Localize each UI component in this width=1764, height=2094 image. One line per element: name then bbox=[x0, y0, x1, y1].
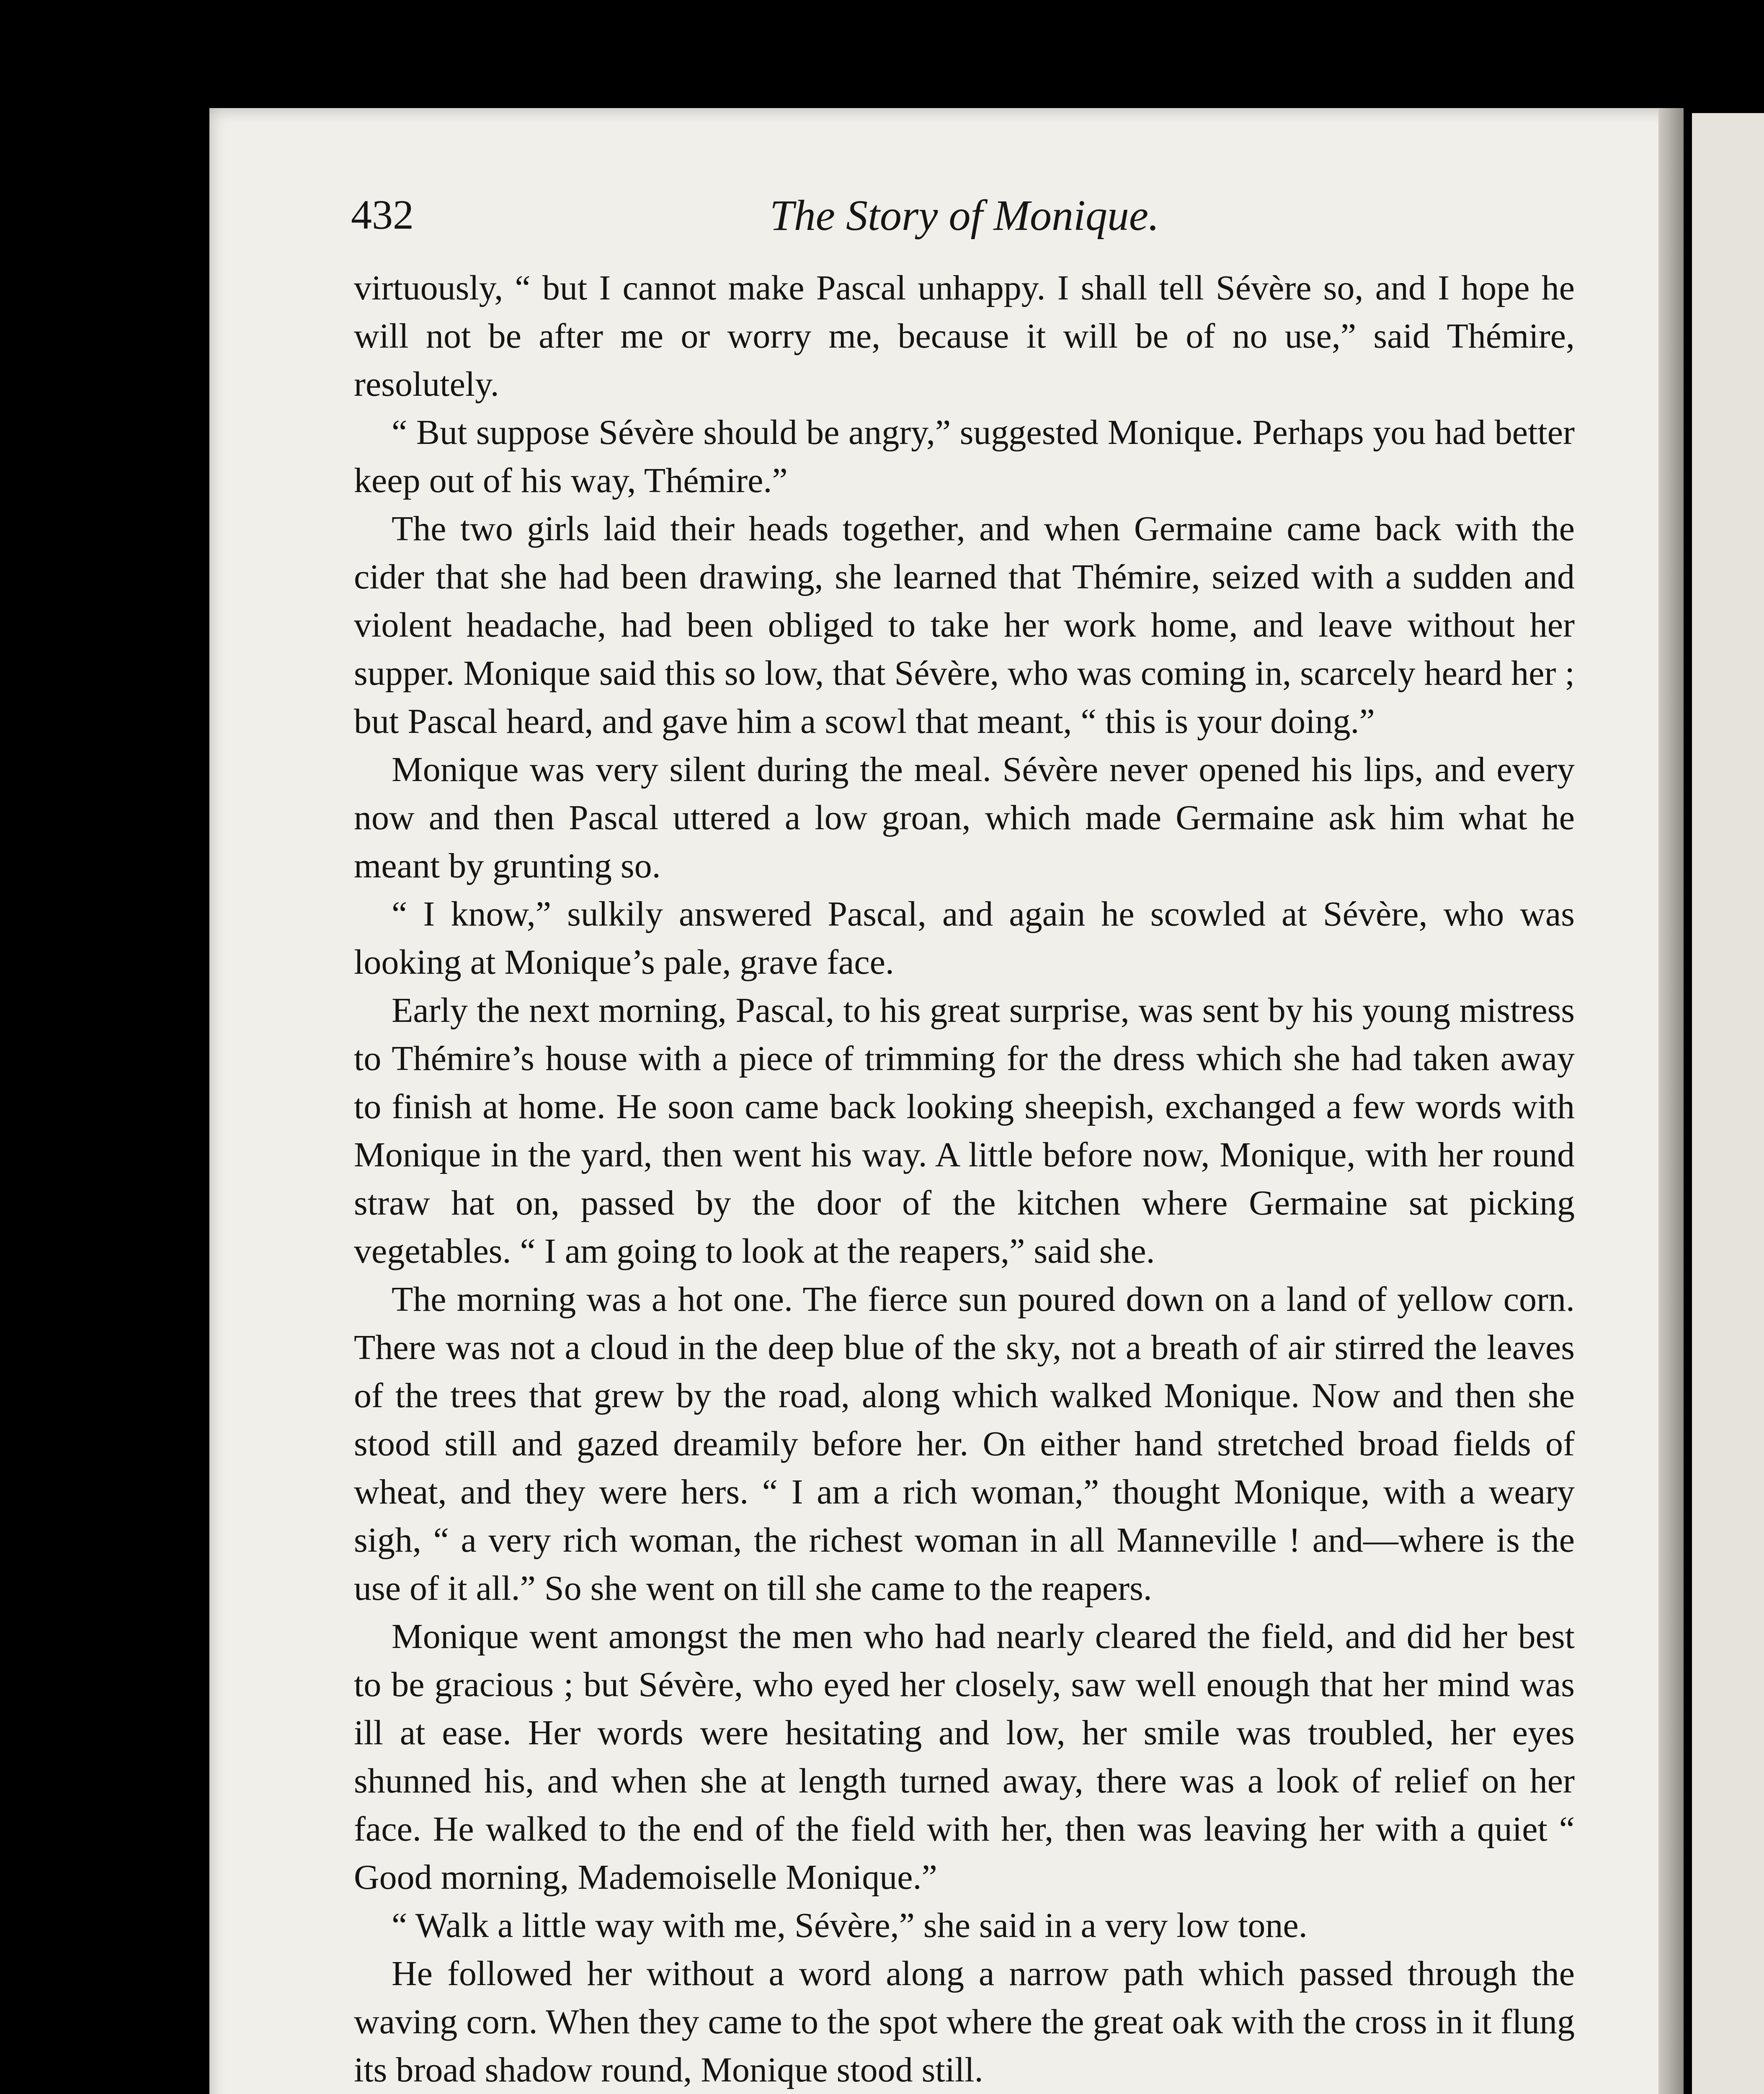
paragraph: The morning was a hot one. The fierce sun poured down on a land of yellow corn. There was not a cloud in the deep blue of the sky, not a breath of air stirred the leaves of the trees that grew by the road, along which walked Monique. Now and then she stood still and gazed dreamily before her. On either hand stretched broad fields of wheat, and they were hers. “ I am a rich woman,” thought Monique, with a weary sigh, “ a very rich woman, the richest woman in all Manneville ! and—where is the use of it all.” So she went on till she came to the reapers. bbox=[354, 1280, 1575, 1608]
paragraph: Monique was very silent during the meal. Sévère never opened his lips, and every now and then Pascal uttered a low groan, which made Germaine ask him what he meant by grunting so. bbox=[354, 750, 1575, 885]
paragraph: “ But suppose Sévère should be angry,” suggested Monique. Perhaps you had better keep out of his way, Thémire.” bbox=[354, 413, 1575, 500]
paragraph: “ Walk a little way with me, Sévère,” she said in a very low tone. bbox=[392, 1906, 1308, 1945]
paragraph: The two girls laid their heads together, and when Germaine came back with the cider that she had been drawing, she learned that Thémire, seized with a sudden and violent headache, had been obliged to take her work home, and leave without her supper. Monique said this so low, that Sévère, who was coming in, scarcely heard her ; but Pascal heard, and gave him a scowl that meant, “ this is your doing.” bbox=[354, 509, 1575, 741]
running-title: The Story of Monique. bbox=[769, 191, 1160, 240]
page-number: 432 bbox=[351, 191, 414, 238]
paragraph: virtuously, “ but I cannot make Pascal unhappy. I shall tell Sévère so, and I hope he will not be after me or worry me, because it will be of no use,” said Thémire, resolutely. bbox=[354, 268, 1575, 404]
page-gutter bbox=[1658, 108, 1684, 2094]
body-text bbox=[354, 264, 1575, 2094]
adjacent-page-edge bbox=[1692, 113, 1764, 2094]
paragraph: “ I know,” sulkily answered Pascal, and again he scowled at Sévère, who was looking at Monique’s pale, grave face. bbox=[354, 895, 1575, 982]
page-header bbox=[351, 191, 1578, 249]
paragraph: He followed her without a word along a narrow path which passed through the waving corn. When they came to the spot where the great oak with the cross in it flung its broad shadow round, Monique stood still. bbox=[354, 1954, 1575, 2089]
paragraph: Monique went amongst the men who had nearly cleared the field, and did her best to be gracious ; but Sévère, who eyed her closely, saw well enough that her mind was ill at ease. Her words were hesitating and low, her smile was troubled, her eyes shunned his, and when she at length turned away, there was a look of relief on her face. He walked to the end of the field with her, then was leaving her with a quiet “ Good morning, Mademoiselle Monique.” bbox=[354, 1617, 1575, 1897]
paragraph: Early the next morning, Pascal, to his great surprise, was sent by his young mistress to Thémire’s house with a piece of trimming for the dress which she had taken away to finish at home. He soon came back looking sheepish, exchanged a few words with Monique in the yard, then went his way. A little before now, Monique, with her round straw hat on, passed by the door of the kitchen where Germaine sat picking vegetables. “ I am going to look at the reapers,” said she. bbox=[354, 991, 1575, 1271]
